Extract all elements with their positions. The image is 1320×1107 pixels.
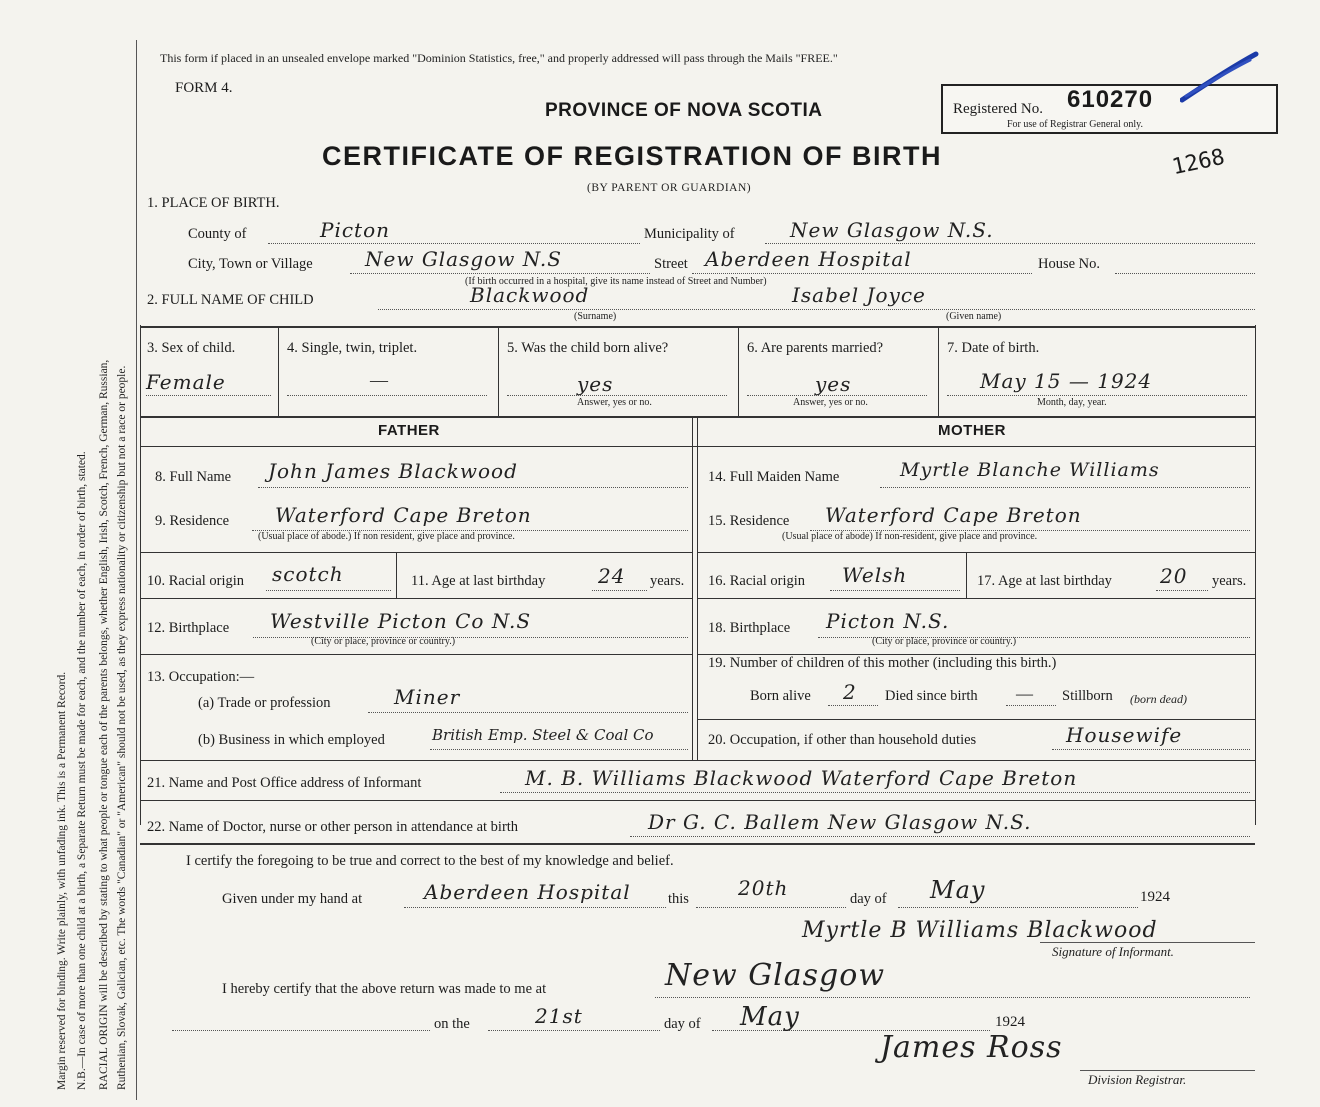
registrar-signature-line <box>1080 1070 1255 1071</box>
checkmark-icon <box>1180 48 1260 108</box>
father-residence-value: Waterford Cape Breton <box>275 503 532 527</box>
mother-age-value: 20 <box>1160 564 1188 588</box>
county-label: County of <box>188 226 247 242</box>
mother-occupation-value: Housewife <box>1066 723 1183 747</box>
died-since-birth-value: — <box>1016 684 1033 703</box>
margin-note-binding: Margin reserved for binding. Write plainly, with unfading ink. This is a Permanent Record. <box>56 671 68 1090</box>
informant-line <box>500 792 1250 793</box>
father-birthplace-border <box>140 654 692 655</box>
parents-married-value: yes <box>815 372 852 396</box>
mother-racial-value: Welsh <box>842 563 908 587</box>
registrar-place-value: New Glasgow <box>665 958 886 993</box>
top-notice: This form if placed in an unsealed envelope marked "Dominion Statistics, free," and properly addressed will pass through the Mails "FREE." <box>160 51 838 65</box>
registrar-statement: I hereby certify that the above return was made to me at <box>222 981 547 997</box>
registrar-caption: Division Registrar. <box>1088 1072 1187 1087</box>
doctor-value: Dr G. C. Ballem New Glasgow N.S. <box>648 810 1032 834</box>
mother-age-label: 17. Age at last birthday <box>977 573 1112 589</box>
father-heading: FATHER <box>378 422 440 439</box>
surname-caption: (Surname) <box>574 311 617 322</box>
given-day-line <box>696 907 846 908</box>
father-birthplace-label: 12. Birthplace <box>147 620 230 636</box>
given-month-value: May <box>930 876 986 904</box>
born-alive-count-label: Born alive <box>750 688 811 704</box>
informant-label: 21. Name and Post Office address of Informant <box>147 775 422 791</box>
informant-top-border <box>140 760 1255 761</box>
given-year-value: 1924 <box>1140 889 1170 905</box>
father-racial-border <box>140 598 692 599</box>
mother-racial-line <box>830 590 960 591</box>
informant-signature: Myrtle B Williams Blackwood <box>802 918 1158 943</box>
city-value: New Glasgow N.S <box>365 247 562 271</box>
mother-children-border <box>697 719 1255 720</box>
city-line <box>350 273 650 274</box>
born-alive-value: yes <box>577 372 614 396</box>
margin-note-multiple-births: N.B.—In case of more than one child at a birth, a Separate Return must be made for each, and the number of each, in order of birth, stated. <box>76 451 88 1090</box>
children-count-label: 19. Number of children of this mother (including this birth.) <box>708 655 1057 671</box>
born-alive-count-value: 2 <box>843 680 857 704</box>
house-no-line <box>1115 273 1255 274</box>
stillborn-label: Stillborn <box>1062 688 1113 704</box>
sex-label: 3. Sex of child. <box>147 340 236 356</box>
father-birthplace-caption: (City or place, province or country.) <box>311 636 456 647</box>
handwritten-code: 1268 <box>1169 144 1228 181</box>
given-month-line <box>898 907 1138 908</box>
registrar-month-value: May <box>740 1002 800 1032</box>
given-day-value: 20th <box>738 876 789 900</box>
father-name-value: John James Blackwood <box>268 459 518 483</box>
place-of-birth-heading: 1. PLACE OF BIRTH. <box>147 195 280 211</box>
certificate-subtitle: (BY PARENT OR GUARDIAN) <box>587 182 752 194</box>
given-day-of-label: day of <box>850 891 887 907</box>
mother-residence-label: 15. Residence <box>708 513 790 529</box>
plurality-label: 4. Single, twin, triplet. <box>287 340 418 356</box>
registrar-on-the-label: on the <box>434 1016 470 1032</box>
row3-top-border <box>140 326 1255 328</box>
house-no-label: House No. <box>1038 256 1101 272</box>
date-of-birth-caption: Month, day, year. <box>1037 397 1107 408</box>
registrar-leader-line <box>172 1030 430 1031</box>
parents-married-label: 6. Are parents married? <box>747 340 884 356</box>
father-age-unit: years. <box>650 573 685 589</box>
parents-married-line <box>747 395 927 396</box>
father-age-label: 11. Age at last birthday <box>411 573 546 589</box>
doctor-label: 22. Name of Doctor, nurse or other person in attendance at birth <box>147 819 519 835</box>
margin-note-racial-origin-2: Ruthenian, Slovak, Galician, etc. The words "Canadian" or "American" should not be used, as they express nationality or citizenship but not a race or people. <box>116 365 128 1090</box>
registrar-day-line <box>488 1030 660 1031</box>
municipality-value: New Glasgow N.S. <box>790 218 994 242</box>
business-value: British Emp. Steel & Coal Co <box>432 726 654 744</box>
registered-number: 610270 <box>1067 86 1154 113</box>
street-value: Aberdeen Hospital <box>705 247 912 271</box>
municipality-label: Municipality of <box>644 226 735 242</box>
mother-name-value: Myrtle Blanche Williams <box>900 459 1160 481</box>
given-under-hand-label: Given under my hand at <box>222 891 363 907</box>
city-label: City, Town or Village <box>188 256 313 272</box>
row3-divider-2 <box>498 326 499 416</box>
mother-name-line <box>880 487 1250 488</box>
trade-value: Miner <box>394 685 461 709</box>
mother-racial-label: 16. Racial origin <box>708 573 806 589</box>
mother-racial-divider <box>966 552 967 598</box>
certificate-title: CERTIFICATE OF REGISTRATION OF BIRTH <box>322 141 942 171</box>
died-since-birth-label: Died since birth <box>885 688 978 704</box>
given-place-value: Aberdeen Hospital <box>424 880 631 904</box>
plurality-value: — <box>370 370 388 390</box>
plurality-line <box>287 395 487 396</box>
county-value: Picton <box>320 218 391 242</box>
registrar-day-value: 21st <box>535 1004 583 1028</box>
father-racial-divider <box>396 552 397 598</box>
parents-header-border <box>140 446 1255 447</box>
sex-line <box>146 395 271 396</box>
parents-married-caption: Answer, yes or no. <box>793 397 868 408</box>
sex-value: Female <box>146 370 226 394</box>
registrar-signature: James Ross <box>880 1030 1063 1065</box>
child-name-line <box>378 309 1255 310</box>
parents-divider-right <box>697 416 698 760</box>
registrar-place-line <box>655 997 1250 998</box>
date-of-birth-label: 7. Date of birth. <box>947 340 1040 356</box>
father-racial-value: scotch <box>272 562 344 586</box>
doctor-line <box>630 836 1250 837</box>
father-racial-line <box>266 590 391 591</box>
trade-label: (a) Trade or profession <box>198 695 331 711</box>
informant-signature-line <box>1040 942 1255 943</box>
trade-line <box>368 712 688 713</box>
registrar-year-value: 1924 <box>995 1014 1025 1030</box>
date-of-birth-line <box>947 395 1247 396</box>
informant-signature-caption: Signature of Informant. <box>1052 944 1174 959</box>
date-of-birth-value: May 15 — 1924 <box>980 369 1153 393</box>
father-age-value: 24 <box>598 564 626 588</box>
father-residence-label: 9. Residence <box>155 513 230 529</box>
born-alive-line <box>507 395 727 396</box>
mother-birthplace-value: Picton N.S. <box>826 609 950 633</box>
father-name-label: 8. Full Name <box>155 469 232 485</box>
father-name-line <box>258 487 688 488</box>
father-racial-label: 10. Racial origin <box>147 573 245 589</box>
row3-divider-1 <box>278 326 279 416</box>
margin-note-racial-origin-1: RACIAL ORIGIN will be described by stating to what people or tongue each of the parents belongs, whether English, Irish, Scotch, French, German, Russian, <box>98 359 110 1090</box>
mother-residence-border <box>697 552 1255 553</box>
form-number: FORM 4. <box>175 80 233 96</box>
mother-age-unit: years. <box>1212 573 1247 589</box>
child-given-name: Isabel Joyce <box>792 283 926 307</box>
born-alive-label: 5. Was the child born alive? <box>507 340 669 356</box>
given-this-label: this <box>668 891 689 907</box>
father-birthplace-value: Westville Picton Co N.S <box>270 609 532 633</box>
parents-divider-left <box>692 416 693 760</box>
occupation-heading: 13. Occupation:— <box>147 669 255 685</box>
business-label: (b) Business in which employed <box>198 732 385 748</box>
registrar-day-of-label: day of <box>664 1016 701 1032</box>
father-residence-border <box>140 552 692 553</box>
registered-no-label: Registered No. <box>953 101 1043 117</box>
mother-name-label: 14. Full Maiden Name <box>708 469 840 485</box>
registrar-use-note: For use of Registrar General only. <box>1007 119 1143 130</box>
row3-divider-4 <box>938 326 939 416</box>
died-since-birth-line <box>1006 705 1056 706</box>
informant-value: M. B. Williams Blackwood Waterford Cape Breton <box>525 766 1078 790</box>
mother-occupation-label: 20. Occupation, if other than household duties <box>708 732 977 748</box>
frame-left-border <box>140 325 141 825</box>
province-heading: PROVINCE OF NOVA SCOTIA <box>545 100 823 121</box>
father-residence-caption: (Usual place of abode.) If non resident, give place and province. <box>258 531 515 542</box>
mother-residence-caption: (Usual place of abode) If non-resident, give place and province. <box>782 531 1038 542</box>
doctor-bottom-border <box>140 843 1255 845</box>
row3-divider-3 <box>738 326 739 416</box>
frame-right-border <box>1255 325 1256 825</box>
street-line <box>692 273 1032 274</box>
street-label: Street <box>654 256 688 272</box>
mother-heading: MOTHER <box>938 422 1006 439</box>
business-line <box>430 749 688 750</box>
mother-birthplace-label: 18. Birthplace <box>708 620 791 636</box>
municipality-line <box>765 243 1255 244</box>
informant-bottom-border <box>140 800 1255 801</box>
father-age-line <box>592 590 647 591</box>
county-line <box>268 243 640 244</box>
mother-occupation-line <box>1052 749 1250 750</box>
certification-statement: I certify the foregoing to be true and correct to the best of my knowledge and belief. <box>186 853 674 869</box>
child-name-label: 2. FULL NAME OF CHILD <box>147 292 314 308</box>
born-alive-caption: Answer, yes or no. <box>577 397 652 408</box>
mother-racial-border <box>697 598 1255 599</box>
binding-margin-line <box>136 40 137 1100</box>
mother-age-line <box>1156 590 1208 591</box>
stillborn-note: (born dead) <box>1130 692 1187 706</box>
mother-residence-value: Waterford Cape Breton <box>825 503 1082 527</box>
born-alive-count-line <box>828 705 878 706</box>
mother-birthplace-caption: (City or place, province or country.) <box>872 636 1017 647</box>
child-surname: Blackwood <box>470 283 590 307</box>
given-name-caption: (Given name) <box>946 311 1002 322</box>
hospital-note: (If birth occurred in a hospital, give its name instead of Street and Number) <box>465 276 767 287</box>
given-place-line <box>404 907 666 908</box>
